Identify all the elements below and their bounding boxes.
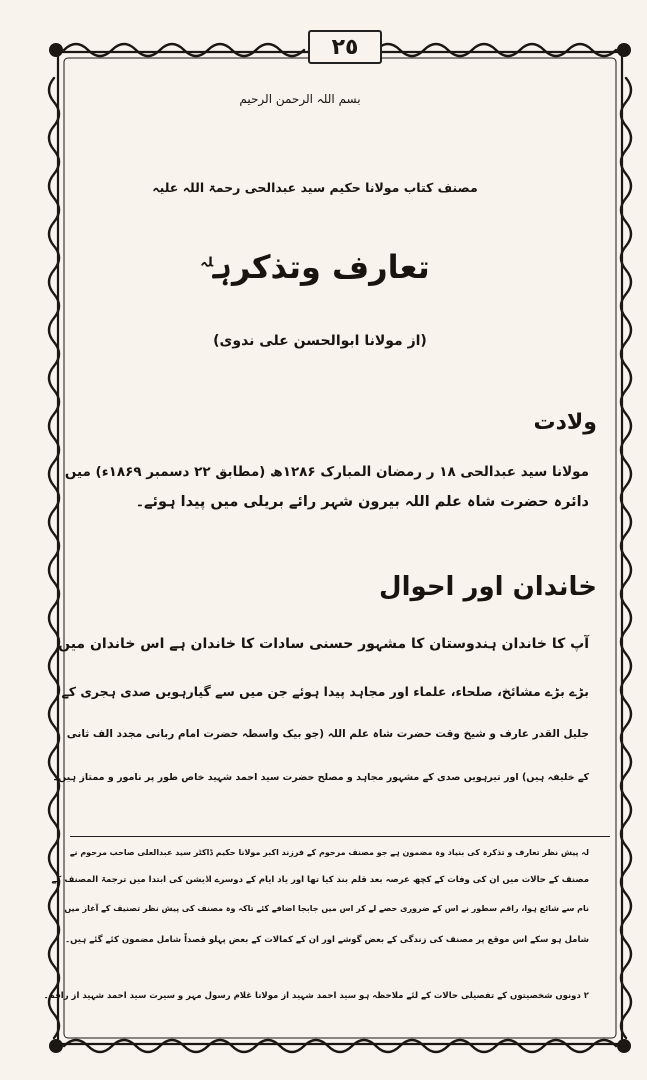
page-title	[170, 248, 460, 286]
bismillah: بسم اللہ الرحمن الرحیم	[239, 92, 361, 106]
author-subtitle: مصنف کتاب مولانا حکیم سید عبدالحی رحمۃ اللہ علیہ	[152, 180, 478, 195]
footnote-line: مصنف کے حالات میں ان کی وفات کے کچھ عرصہ بعد قلم بند کیا تھا اور یاد ایام کے دوسرے اڈیشن کی ابتدا میں ترجمۃ المصنف کے	[51, 875, 589, 885]
footnote-line: شامل ہو سکے اس موقع پر مصنف کی زندگی کے بعض گوشے اور ان کے کمالات کے بعض پہلو قصداً شامل مضمون کئے گئے ہیں۔	[65, 935, 589, 945]
family-heading: خاندان اور احوال	[379, 572, 597, 602]
title-text: تعارف وتذکرہ	[213, 248, 430, 286]
birth-heading: ولادت	[533, 410, 597, 435]
footnote-line: نام سے شائع ہوا، راقم سطور نے اس کے ضروری حصے لے کر اس میں جابجا اضافے کئے تاکہ وہ مصنف کی پیش نظر تصنیف کے آغاز میں	[64, 904, 589, 913]
footnote-line: ۲ دونوں شخصیتوں کے تفصیلی حالات کے لئے ملاحظہ ہو سید احمد شہید از مولانا غلام رسول مہر و سیرت سید احمد شہید از راقم۔	[43, 991, 589, 1001]
family-paragraph-line: آپ کا خاندان ہندوستان کا مشہور حسنی سادات کا خاندان ہے اس خاندان میں	[58, 636, 589, 652]
title-footnote-mark: لہ	[200, 255, 214, 271]
family-paragraph-line: جلیل القدر عارف و شیخ وقت حضرت شاہ علم اللہ (جو بیک واسطہ حضرت امام ربانی مجدد الف ثانی	[66, 728, 589, 740]
byline: (از مولانا ابوالحسن علی ندوی)	[213, 333, 427, 349]
birth-paragraph-line: دائرہ حضرت شاہ علم اللہ بیرون شہر رائے بریلی میں پیدا ہوئے۔	[135, 494, 589, 510]
birth-paragraph-line: مولانا سید عبدالحی ۱۸ ر رمضان المبارک ۱۲۸۶ھ (مطابق ۲۲ دسمبر ۱۸۶۹ء) میں	[64, 464, 589, 480]
family-paragraph-line: بڑے بڑے مشائخ، صلحاء، علماء اور مجاہد پیدا ہوئے جن میں سے گیارہویں صدی ہجری کے	[61, 684, 589, 699]
footnote-line: لہ پیش نظر تعارف و تذکرہ کی بنیاد وہ مضمون ہے جو مصنف مرحوم کے فرزند اکبر مولانا حکیم ڈاکٹر سید عبدالعلی صاحب مرحوم نے	[69, 848, 589, 857]
family-paragraph-line: کے خلیفہ ہیں) اور تیرہویں صدی کے مشہور مجاہد و مصلح حضرت سید احمد شہید خاص طور پر نامور و ممتاز ہیں۔	[52, 772, 589, 783]
footnote-divider	[70, 836, 610, 837]
page-number: ٢٥	[308, 30, 382, 64]
